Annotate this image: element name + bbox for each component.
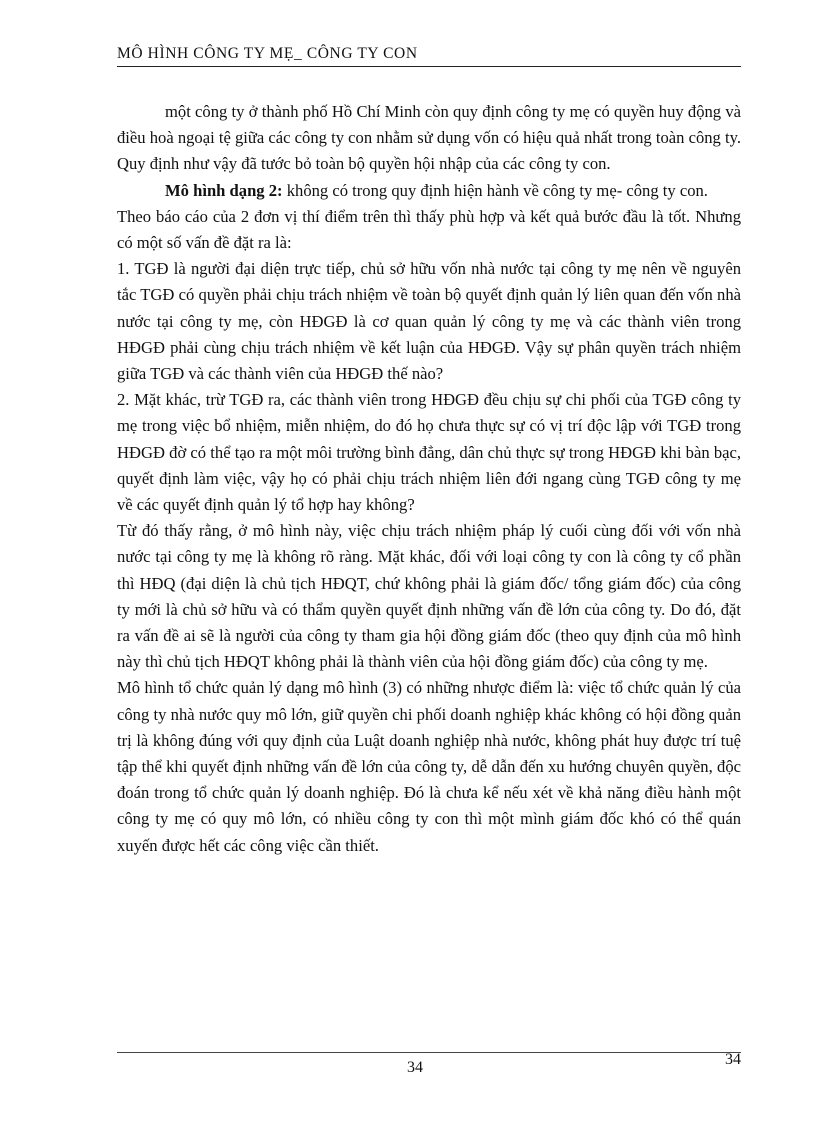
- page-number-right: 34: [725, 1051, 741, 1068]
- paragraph-3: Theo báo cáo của 2 đơn vị thí điểm trên thì thấy phù hợp và kết quả bước đầu là tốt. Nhưng có một số vấn đề đặt ra là:: [117, 206, 741, 253]
- paragraph-5: 2. Mặt khác, trừ TGĐ ra, các thành viên trong HĐGĐ đều chịu sự chi phối của TGĐ công ty mẹ trong việc bổ nhiệm, miễn nhiệm, do đó họ chưa thực sự có vị trí độc lập với TGĐ trong HĐGĐ đờ có thể tạo ra một môi trường bình đẳng, dân chủ thực sự trong HĐGĐ khi bàn bạc, quyết định làm việc, vậy họ có phải chịu trách nhiệm liên đới ngang cùng TGĐ công ty mẹ về các quyết định quản lý tổ hợp hay không?: [117, 390, 741, 515]
- model-2-text: không có trong quy định hiện hành về công ty mẹ- công ty con.: [282, 180, 708, 200]
- document-body: [117, 99, 741, 859]
- running-header: MÔ HÌNH CÔNG TY MẸ_ CÔNG TY CON: [117, 45, 418, 62]
- paragraph-4: 1. TGĐ là người đại diện trực tiếp, chủ sở hữu vốn nhà nước tại công ty mẹ nên về nguyên tắc TGĐ có quyền phải chịu trách nhiệm về toàn bộ quyết định quản lý liên quan đến vốn nhà nước tại công ty mẹ, còn HĐGĐ là cơ quan quản lý công ty mẹ và các thành viên trong HĐGĐ phải cùng chịu trách nhiệm về kết luận của HĐGĐ. Vậy sự phân quyền trách nhiệm giữa TGĐ và các thành viên của HĐGĐ thế nào?: [117, 259, 741, 384]
- paragraph-2: [117, 178, 741, 204]
- paragraph-6: Từ đó thấy rằng, ở mô hình này, việc chịu trách nhiệm pháp lý cuối cùng đối với vốn nhà nước tại công ty mẹ là không rõ ràng. Mặt khác, đối với loại công ty con là công ty cổ phần thì HĐQ (đại diện là chủ tịch HĐQT, chứ không phải là giám đốc/ tổng giám đốc) của công ty mới là chủ sở hữu và có thẩm quyền quyết định những vấn đề lớn của công ty. Do đó, đặt ra vấn đề ai sẽ là người của công ty tham gia hội đồng giám đốc (theo quy định của mô hình này thì chủ tịch HĐQT không phải là thành viên của hội đồng giám đốc) của công ty mẹ.: [117, 521, 741, 672]
- model-2-heading: Mô hình dạng 2:: [165, 180, 283, 200]
- header-rule: [117, 66, 741, 67]
- paragraph-7: Mô hình tổ chức quản lý dạng mô hình (3) có những nhược điểm là: việc tổ chức quản lý của công ty nhà nước quy mô lớn, giữ quyền chi phối doanh nghiệp khác không có hội đồng quản trị là không đúng với quy định của Luật doanh nghiệp nhà nước, không phát huy được trí tuệ tập thể khi quyết định những vấn đề lớn của công ty, dễ dẫn đến xu hướng chuyên quyền, độc đoán trong tổ chức quản lý doanh nghiệp. Đó là chưa kể nếu xét về khả năng điều hành một công ty mẹ có quy mô lớn, có nhiều công ty con thì một mình giám đốc khó có thể quán xuyến được hết các công việc cần thiết.: [117, 678, 741, 855]
- paragraph-1: một công ty ở thành phố Hồ Chí Minh còn quy định công ty mẹ có quyền huy động và điều hoà ngoại tệ giữa các công ty con nhằm sử dụng vốn có hiệu quả nhất trong toàn công ty. Quy định như vậy đã tước bỏ toàn bộ quyền hội nhập của các công ty con.: [117, 102, 741, 174]
- footer-rule: [117, 1052, 741, 1053]
- page-number: 34: [407, 1059, 423, 1076]
